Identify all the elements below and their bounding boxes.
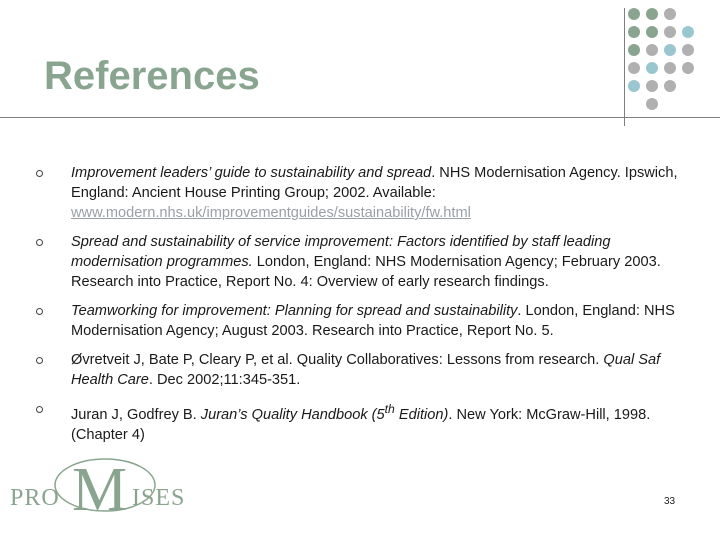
reference-authors: Øvretveit J, Bate P, Cleary P, et al. Quality Collaboratives: Lessons from research. xyxy=(71,352,604,368)
vertical-divider xyxy=(624,8,625,126)
reference-journal: Qual Saf Health Care xyxy=(71,352,661,388)
dot-icon xyxy=(664,44,676,56)
dot-icon xyxy=(628,80,640,92)
reference-link[interactable]: www.modern.nhs.uk/improvementguides/sustainability/fw.html xyxy=(71,205,471,221)
reference-authors: Juran J, Godfrey B. xyxy=(71,406,201,423)
bullet-icon xyxy=(36,170,43,177)
bullet-icon xyxy=(36,406,43,413)
dot-icon xyxy=(682,26,694,38)
reference-details: . London, England: NHS Modernisation Agency; August 2003. Research into Practice, Report No. 5. xyxy=(71,303,675,339)
dot-icon xyxy=(664,26,676,38)
dot-icon xyxy=(628,62,640,74)
reference-item xyxy=(36,350,686,390)
reference-details: . New York: McGraw-Hill, 1998. (Chapter 4) xyxy=(71,406,651,443)
reference-list xyxy=(36,163,686,454)
dot-icon xyxy=(628,44,640,56)
dot-icon xyxy=(646,26,658,38)
slide-title: References xyxy=(44,54,260,98)
reference-title xyxy=(200,402,449,423)
reference-title-part: Juran’s Quality Handbook (5 xyxy=(200,406,385,423)
dot-icon xyxy=(646,44,658,56)
dot-icon xyxy=(664,80,676,92)
logo-prefix: PRO xyxy=(10,485,60,511)
reference-details: . NHS Modernisation Agency. Ipswich, England: Ancient House Printing Group; 2002. Available: xyxy=(71,165,678,201)
dot-icon xyxy=(646,80,658,92)
dot-icon xyxy=(628,26,640,38)
page-number: 33 xyxy=(664,496,676,507)
reference-item xyxy=(36,232,686,292)
reference-item xyxy=(36,301,686,341)
dot-icon xyxy=(682,62,694,74)
bullet-icon xyxy=(36,308,43,315)
reference-details: . Dec 2002;11:345-351. xyxy=(148,372,301,388)
dot-icon xyxy=(664,8,676,20)
reference-title: Teamworking for improvement: Planning for spread and sustainability xyxy=(71,303,518,319)
logo-big-letter: M xyxy=(72,456,129,524)
dot-icon xyxy=(628,8,640,20)
bullet-icon xyxy=(36,357,43,364)
logo-suffix: ISES xyxy=(132,485,186,511)
bullet-icon xyxy=(36,239,43,246)
dot-icon xyxy=(664,62,676,74)
horizontal-divider xyxy=(0,117,720,118)
edition-superscript: th xyxy=(384,402,395,416)
dot-icon xyxy=(646,62,658,74)
dot-icon xyxy=(646,8,658,20)
reference-item xyxy=(36,399,686,445)
promises-logo xyxy=(10,455,260,535)
dot-icon xyxy=(646,98,658,110)
reference-item xyxy=(36,163,686,223)
dot-icon xyxy=(682,44,694,56)
reference-title-part: Edition) xyxy=(394,406,449,423)
reference-details: London, England: NHS Modernisation Agency; February 2003. Research into Practice, Report No. 4: Overview of early research findings. xyxy=(71,254,661,290)
reference-title: Improvement leaders’ guide to sustainability and spread xyxy=(71,165,432,181)
reference-title: Spread and sustainability of service improvement: Factors identified by staff leading modernisation programmes. xyxy=(71,234,611,270)
